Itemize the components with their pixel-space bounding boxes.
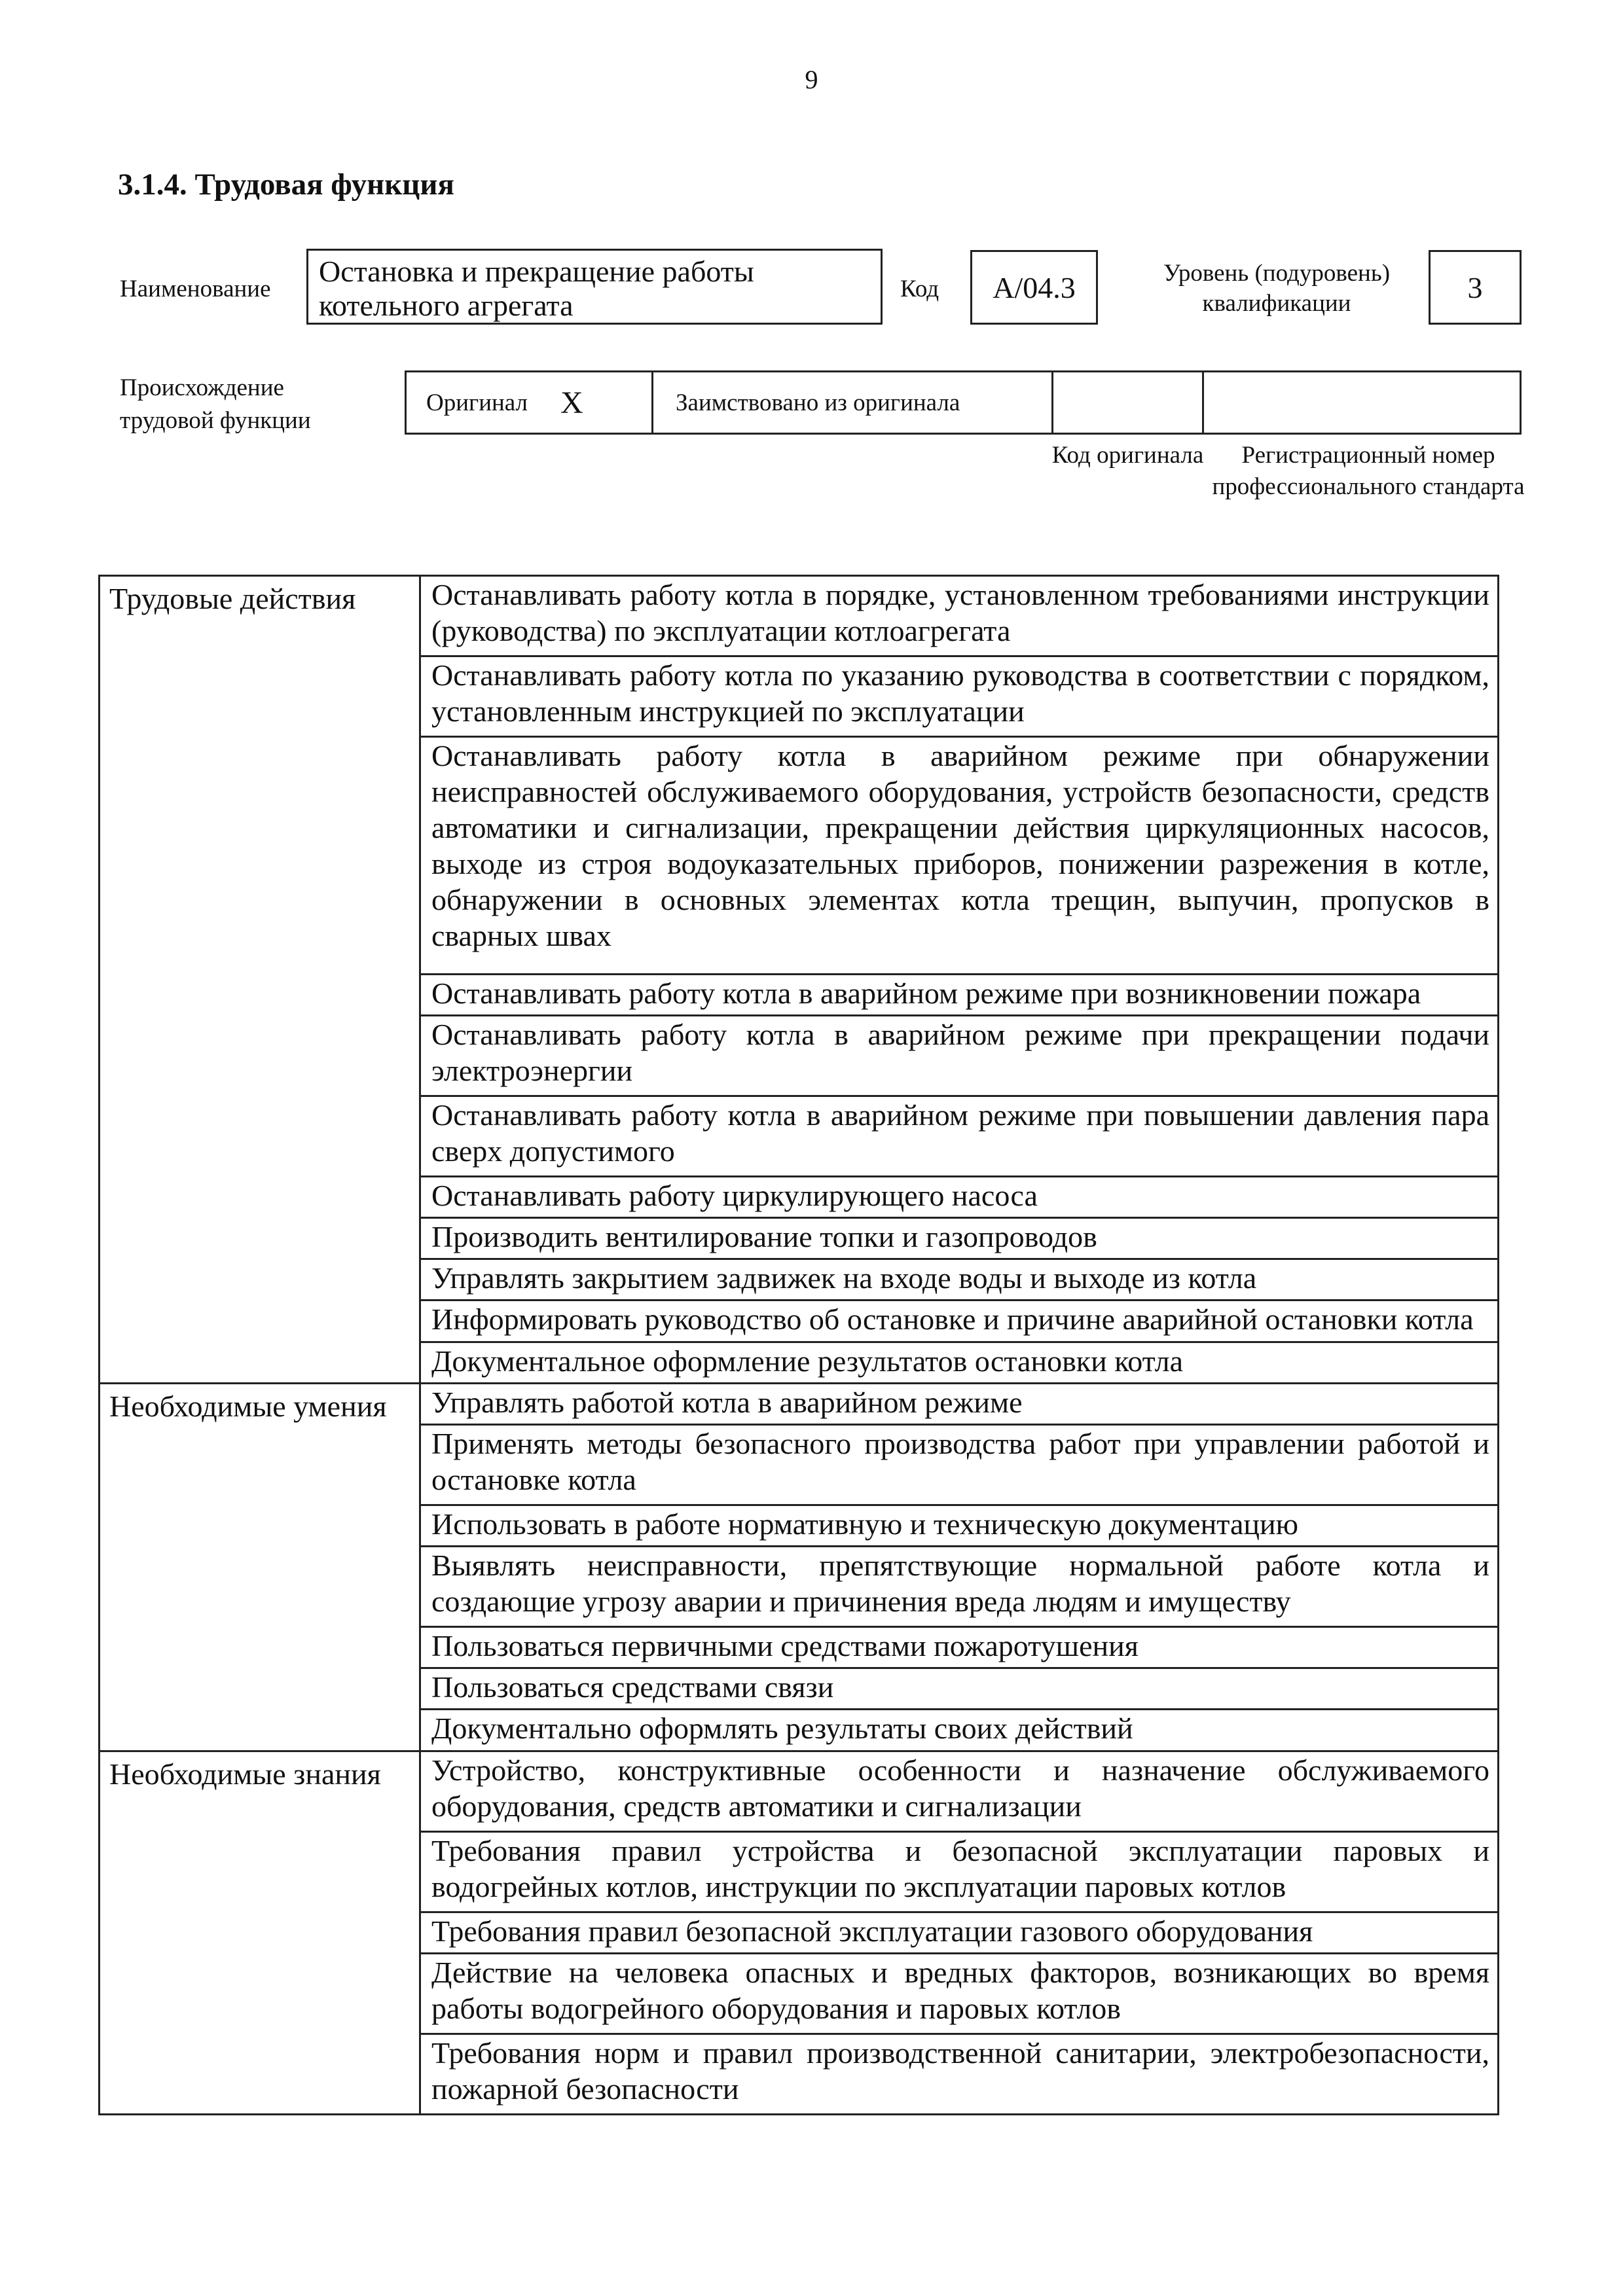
table-row — [100, 1383, 1499, 1424]
origin-label: Происхождение трудовой функции — [120, 374, 311, 434]
code-value-box — [970, 250, 1098, 325]
registration-number-cell — [1202, 370, 1522, 435]
code-caption: Код оригинала — [1051, 442, 1204, 469]
required-knowledge-item: Требования норм и правил производственной санитарии, электробезопасности, пожарной безопасности — [420, 2034, 1499, 2114]
name-value: Остановка и прекращение работы котельного агрегата — [319, 255, 754, 322]
code-value: A/04.3 — [993, 270, 1076, 304]
labor-actions-item: Останавливать работу котла в порядке, установленном требованиями инструкции (руководства) по эксплуатации котлоагрегата — [420, 576, 1499, 656]
required-knowledge-item: Требования правил безопасной эксплуатации газового оборудования — [420, 1912, 1499, 1953]
borrowed-label: Заимствовано из оригинала — [676, 389, 960, 416]
level-label: Уровень (подуровень) квалификации — [1163, 260, 1391, 317]
required-skills-item: Пользоваться средствами связи — [420, 1668, 1499, 1710]
labor-actions-title: Трудовые действия — [100, 576, 420, 1384]
required-skills-item: Использовать в работе нормативную и техническую документацию — [420, 1505, 1499, 1546]
level-value-box — [1429, 250, 1522, 325]
labor-actions-item: Останавливать работу котла в аварийном режиме при прекращении подачи электроэнергии — [420, 1015, 1499, 1096]
required-knowledge-item: Требования правил устройства и безопасной эксплуатации паровых и водогрейных котлов, инструкции по эксплуатации паровых котлов — [420, 1831, 1499, 1912]
original-label: Оригинал — [426, 389, 528, 416]
original-mark: X — [560, 385, 583, 420]
labor-actions-item: Останавливать работу котла в аварийном режиме при повышении давления пара сверх допустимого — [420, 1096, 1499, 1176]
labor-actions-item: Документальное оформление результатов остановки котла — [420, 1342, 1499, 1383]
required-skills-item: Выявлять неисправности, препятствующие нормальной работе котла и создающие угрозу аварии и причинения вреда людям и имуществу — [420, 1547, 1499, 1627]
page-number: 9 — [805, 65, 818, 94]
borrowed-cell — [651, 370, 1053, 435]
labor-actions-item: Управлять закрытием задвижек на входе воды и выходе из котла — [420, 1259, 1499, 1300]
required-skills-item: Управлять работой котла в аварийном режиме — [420, 1383, 1499, 1424]
labor-actions-item: Останавливать работу циркулирующего насоса — [420, 1176, 1499, 1217]
origin-row — [405, 370, 1522, 435]
required-skills-item: Применять методы безопасного производства работ при управлении работой и остановке котла — [420, 1424, 1499, 1505]
code-label: Код — [900, 276, 939, 302]
original-code-cell — [1051, 370, 1204, 435]
labor-function-table — [98, 575, 1499, 2115]
table-row — [100, 1751, 1499, 1831]
name-label: Наименование — [120, 276, 271, 302]
table-body — [100, 576, 1499, 2115]
required-knowledge-title: Необходимые знания — [100, 1751, 420, 2114]
labor-actions-item: Останавливать работу котла по указанию руководства в соответствии с порядком, установленным инструкцией по эксплуатации — [420, 656, 1499, 737]
table-row — [100, 576, 1499, 656]
section-heading: 3.1.4. Трудовая функция — [118, 168, 454, 202]
required-knowledge-item: Устройство, конструктивные особенности и назначение обслуживаемого оборудования, средств автоматики и сигнализации — [420, 1751, 1499, 1831]
labor-actions-item: Останавливать работу котла в аварийном режиме при обнаружении неисправностей обслуживаемого оборудования, устройств безопасности, средств автоматики и сигнализации, прекращении действия циркуляционных насосов, выходе из строя водоуказательных приборов, понижении разрежения в котле, обнаружении в основных элементах котла трещин, выпучин, пропусков в сварных швах — [420, 737, 1499, 975]
required-skills-item: Пользоваться первичными средствами пожаротушения — [420, 1627, 1499, 1668]
required-skills-title: Необходимые умения — [100, 1383, 420, 1751]
labor-actions-item: Останавливать работу котла в аварийном режиме при возникновении пожара — [420, 974, 1499, 1015]
original-cell — [405, 370, 653, 435]
level-value: 3 — [1467, 270, 1483, 304]
required-skills-item: Документально оформлять результаты своих действий — [420, 1710, 1499, 1751]
labor-actions-item: Производить вентилирование топки и газопроводов — [420, 1218, 1499, 1259]
labor-actions-item: Информировать руководство об остановке и причине аварийной остановки котла — [420, 1300, 1499, 1342]
required-knowledge-item: Действие на человека опасных и вредных факторов, возникающих во время работы водогрейного оборудования и паровых котлов — [420, 1953, 1499, 2034]
regnum-caption: Регистрационный номер профессионального стандарта — [1212, 442, 1525, 500]
name-value-box — [306, 249, 883, 325]
